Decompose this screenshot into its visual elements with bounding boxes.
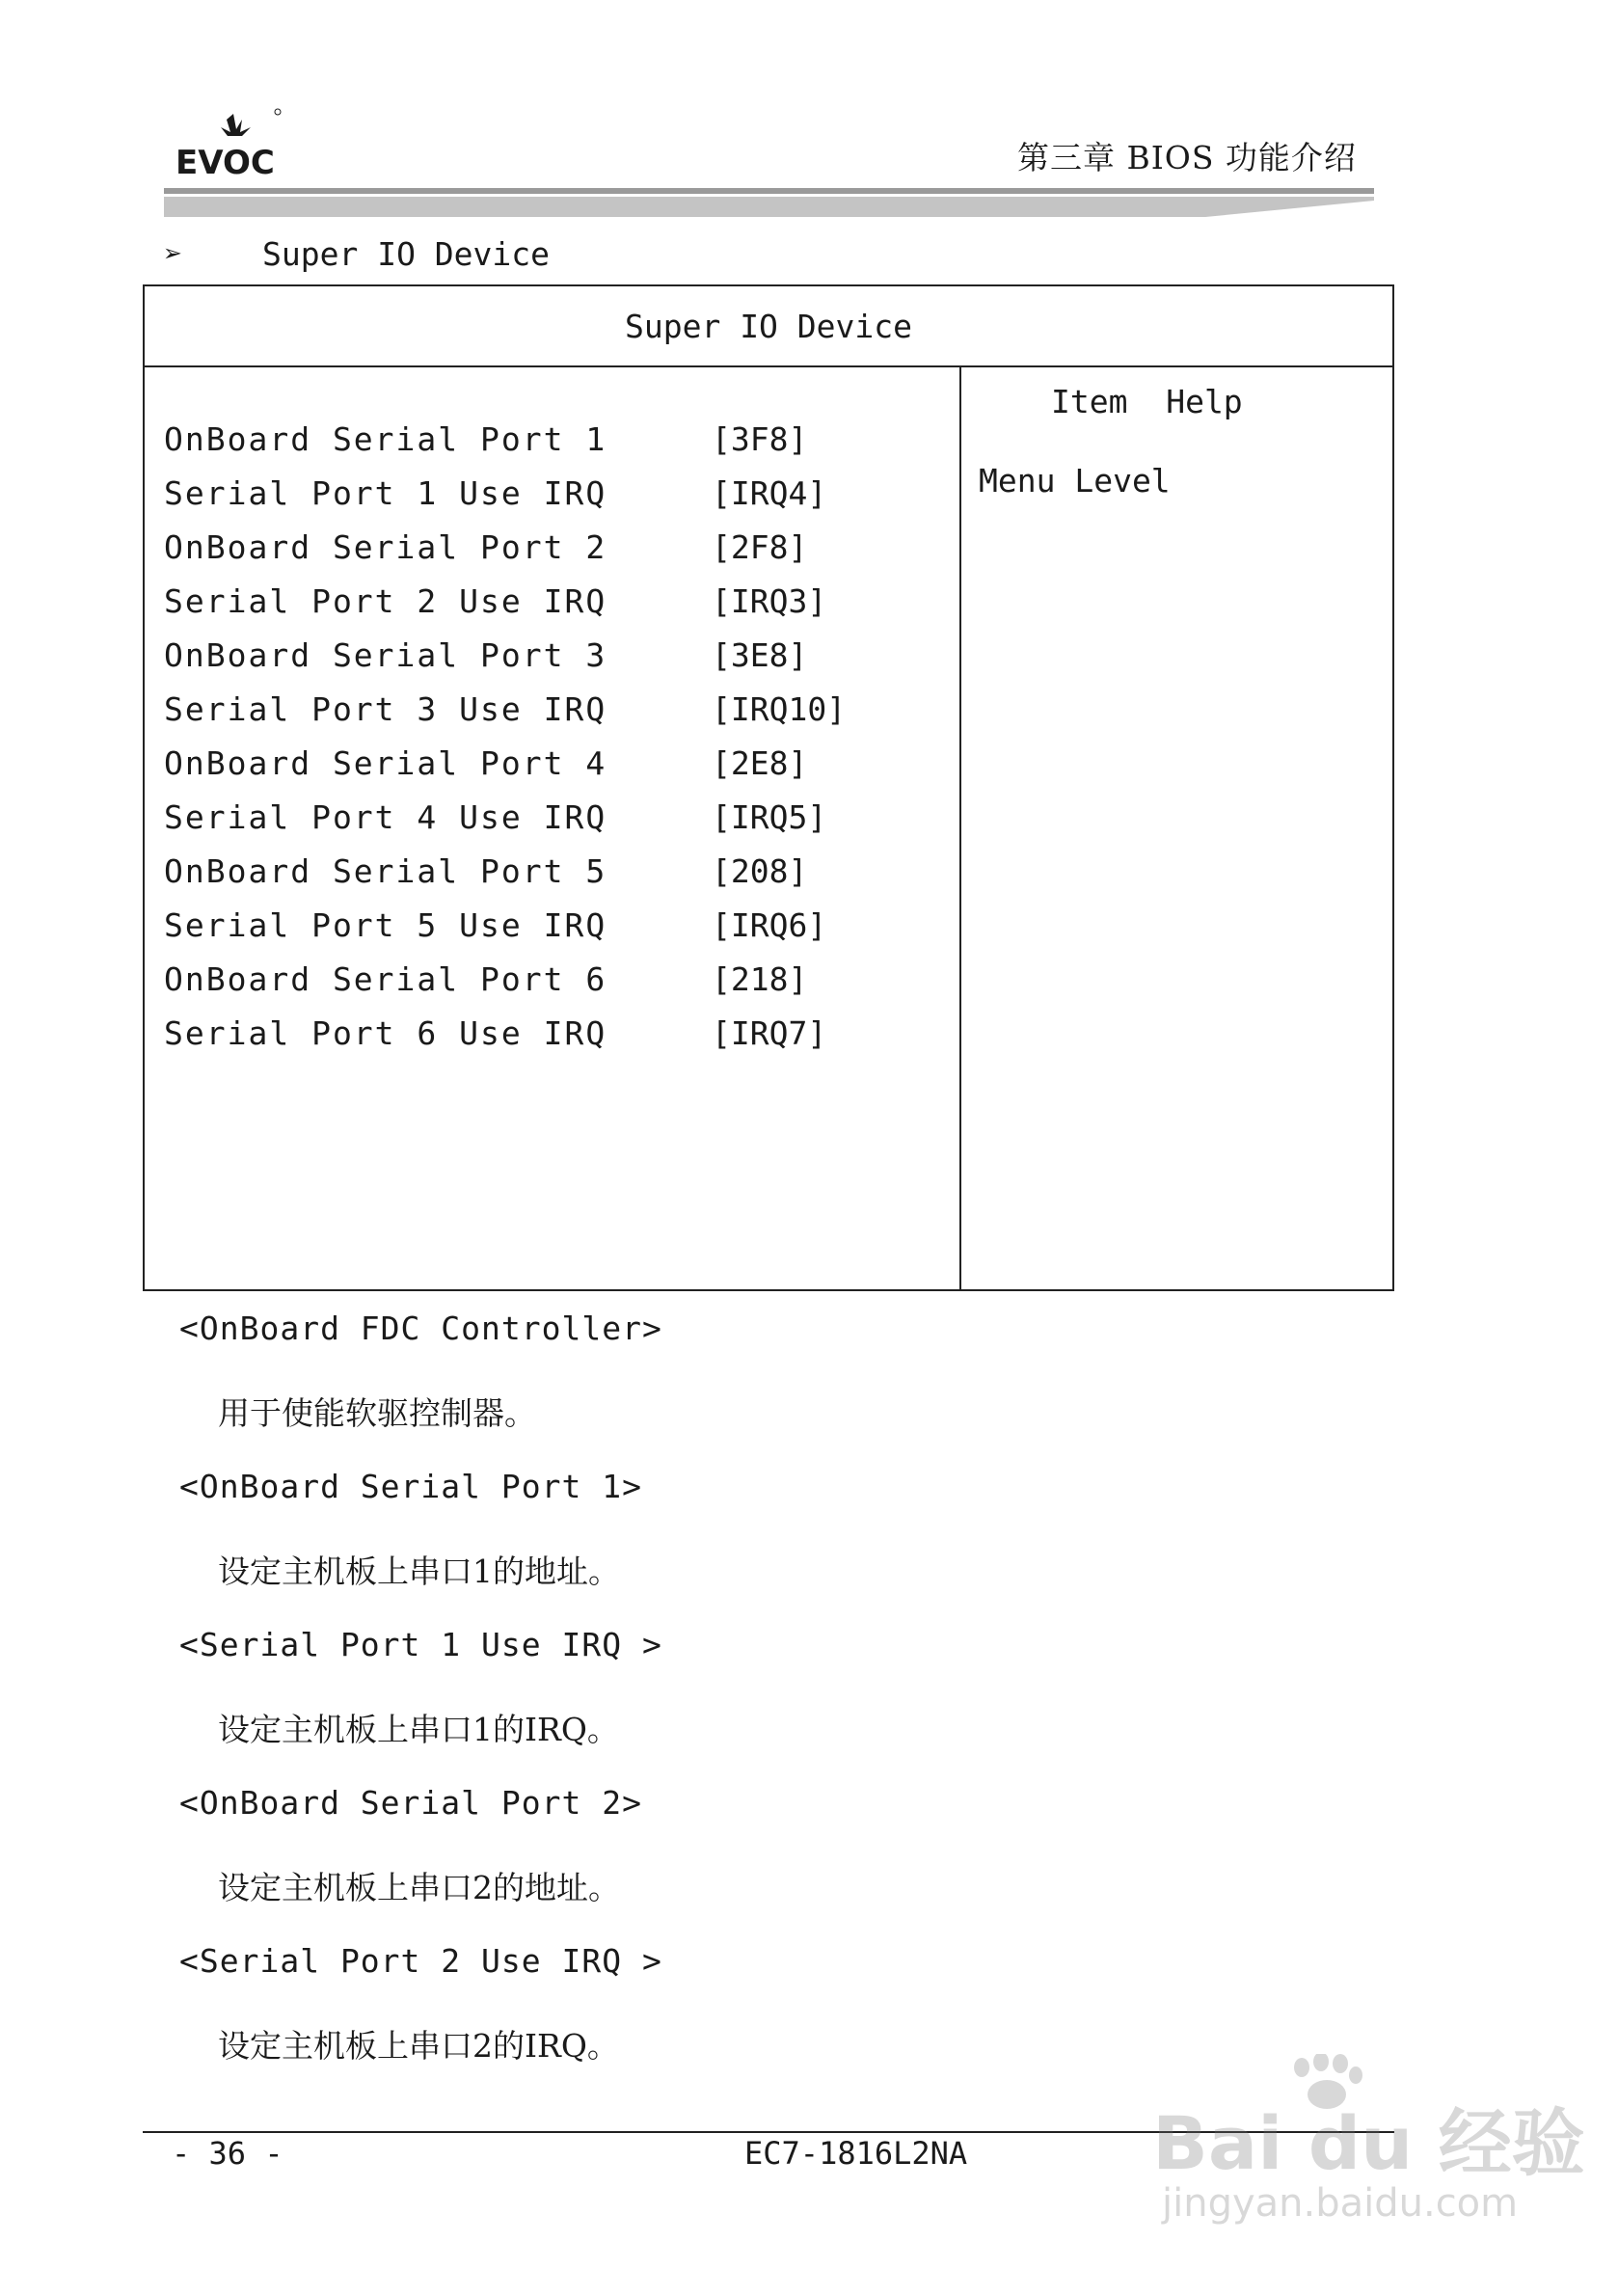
item-help-title: Item Help (1051, 383, 1243, 420)
watermark-brand: Bai du 经验 (1152, 2100, 1585, 2186)
bios-option-row[interactable] (164, 737, 955, 791)
description-item-text: 设定主机板上串口2的IRQ。 (218, 2027, 619, 2065)
option-value[interactable]: [2E8] (712, 744, 808, 782)
option-label: Serial Port 3 Use IRQ (164, 690, 607, 728)
logo-spark-icon (221, 109, 281, 136)
model-number: EC7-1816L2NA (744, 2135, 968, 2172)
option-value[interactable]: [IRQ10] (712, 690, 847, 728)
option-label: OnBoard Serial Port 1 (164, 420, 607, 458)
option-label: OnBoard Serial Port 3 (164, 636, 607, 674)
description-item-name: <OnBoard FDC Controller> (179, 1310, 662, 1347)
option-label: Serial Port 2 Use IRQ (164, 582, 607, 620)
option-value[interactable]: [2F8] (712, 528, 808, 566)
bios-panel-divider (959, 367, 961, 1289)
section-bullet-icon: ➢ (164, 235, 183, 272)
option-value[interactable]: [208] (712, 852, 808, 890)
description-item-name: <OnBoard Serial Port 1> (179, 1468, 642, 1505)
description-item-text: 用于使能软驱控制器。 (218, 1394, 536, 1432)
option-label: OnBoard Serial Port 6 (164, 960, 607, 998)
description-item-name: <Serial Port 2 Use IRQ > (179, 1942, 662, 1980)
bios-option-row[interactable] (164, 953, 955, 1007)
bios-option-row[interactable] (164, 575, 955, 629)
bios-option-row[interactable] (164, 899, 955, 953)
description-item-name: <OnBoard Serial Port 2> (179, 1784, 642, 1822)
option-label: Serial Port 1 Use IRQ (164, 474, 607, 512)
baidu-watermark (1152, 2054, 1585, 2247)
description-item-name: <Serial Port 1 Use IRQ > (179, 1626, 662, 1663)
bios-title: Super IO Device (145, 286, 1392, 367)
item-help-text: Menu Level (979, 462, 1171, 500)
option-value[interactable]: [IRQ6] (712, 906, 827, 944)
option-label: OnBoard Serial Port 5 (164, 852, 607, 890)
bios-option-row[interactable] (164, 413, 955, 467)
option-label: OnBoard Serial Port 2 (164, 528, 607, 566)
section-title: Super IO Device (262, 235, 551, 273)
option-value[interactable]: [IRQ7] (712, 1014, 827, 1052)
description-item-text: 设定主机板上串口1的地址。 (218, 1553, 620, 1590)
bios-option-row[interactable] (164, 629, 955, 683)
header-rule (164, 188, 1374, 227)
bios-option-row[interactable] (164, 683, 955, 737)
option-value[interactable]: [218] (712, 960, 808, 998)
bios-option-row[interactable] (164, 845, 955, 899)
description-item-text: 设定主机板上串口1的IRQ。 (218, 1711, 619, 1748)
description-item-text: 设定主机板上串口2的地址。 (218, 1869, 620, 1906)
evoc-logo (174, 106, 289, 183)
option-value[interactable]: [3F8] (712, 420, 808, 458)
option-label: OnBoard Serial Port 4 (164, 744, 607, 782)
chapter-title: 第三章 BIOS 功能介绍 (1017, 139, 1357, 176)
watermark-url: jingyan.baidu.com (1162, 2181, 1519, 2226)
bios-option-row[interactable] (164, 1007, 955, 1061)
page-number: - 36 - (172, 2135, 283, 2172)
bios-option-row[interactable] (164, 791, 955, 845)
option-label: Serial Port 4 Use IRQ (164, 798, 607, 836)
option-value[interactable]: [IRQ4] (712, 474, 827, 512)
option-value[interactable]: [IRQ5] (712, 798, 827, 836)
bios-option-row[interactable] (164, 467, 955, 521)
option-value[interactable]: [IRQ3] (712, 582, 827, 620)
option-label: Serial Port 5 Use IRQ (164, 906, 607, 944)
logo-wordmark: EVOC (175, 144, 275, 182)
option-value[interactable]: [3E8] (712, 636, 808, 674)
option-label: Serial Port 6 Use IRQ (164, 1014, 607, 1052)
bios-screen (143, 284, 1394, 1291)
bios-option-row[interactable] (164, 521, 955, 575)
